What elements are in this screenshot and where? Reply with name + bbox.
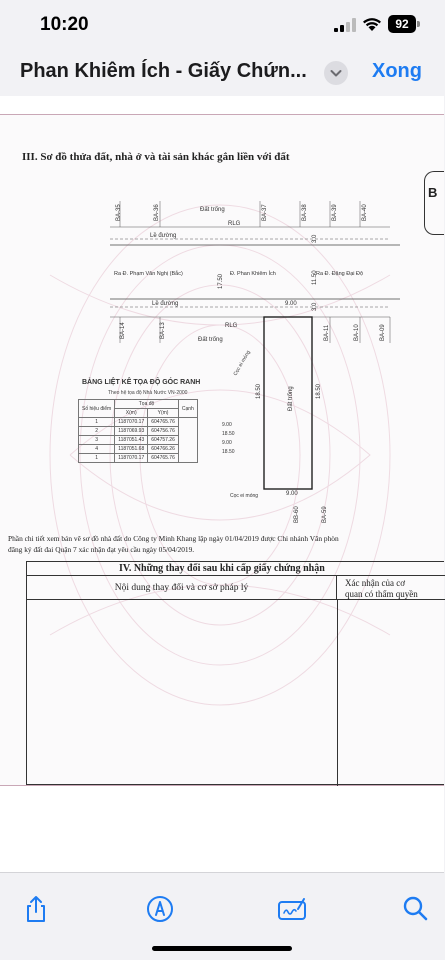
status-bar [0,0,444,50]
road-width-label: 11.50 [312,270,318,285]
footnote [8,533,444,555]
edge-length: 18.50 [222,449,235,455]
section-4-table [26,561,444,785]
section-3-title: III. Sơ đồ thửa đất, nhà ở và tài sản khác gắn liền với đất [22,151,290,163]
table-cell: 604765.76 [148,454,179,463]
top-lot-label: BA-35 [116,204,122,221]
left-width-label: 17.50 [218,273,224,289]
edge-lengths [222,421,235,457]
table-header: Số hiệu điểm [79,400,115,418]
bottom-lot-label: BA-09 [380,324,386,341]
table-cell: 4 [79,445,115,454]
share-icon[interactable] [20,893,52,925]
table-cell: 1 [79,418,115,427]
column-divider [337,600,338,786]
table-cell: 3 [79,436,115,445]
table-row [79,418,198,427]
table-cell: 1187051.68 [115,445,148,454]
table-cell: 604757.26 [148,436,179,445]
edge-length: 18.50 [222,431,235,437]
footnote-line: Phần chi tiết xem bản vẽ sơ đồ nhà đất do Công ty Minh Khang lập ngày 01/04/2019 được Chi nhánh Văn phòn [8,534,339,543]
rlg-top: RLG [228,221,241,227]
road-mid-label: Đ. Phan Khiêm Ích [230,271,276,277]
document-page [0,114,444,786]
edge-length: 9.00 [222,440,232,446]
table-cell: 1187070.17 [115,454,148,463]
lot-right-label: BA-59 [322,506,328,523]
coord-table-title: BẢNG LIỆT KÊ TỌA ĐỘ GÓC RANH [82,379,201,386]
top-lot-label: BA-40 [362,204,368,221]
battery-indicator: 92 [388,15,416,33]
table-cell: 604765.76 [148,418,179,427]
table-cell [178,418,197,463]
bottom-lot-label: BA-10 [354,324,360,341]
table-cell: 604756.76 [148,427,179,436]
signature-icon[interactable] [276,893,308,925]
rlg-bottom: RLG [225,323,238,329]
navigation-bar [0,50,444,96]
side-letter: B [428,185,438,200]
bottom-lot-label: BA-14 [120,322,126,339]
le-duong-label: Lề đường [150,233,177,239]
road-left-label: Ra Đ. Phạm Văn Nghị (Bắc) [114,271,183,277]
markup-icon[interactable] [144,893,176,925]
dat-trong-bottom: Đất trống [198,337,223,343]
clock: 10:20 [40,14,89,35]
section-4-column-content: Nội dung thay đổi và cơ sở pháp lý [27,576,337,600]
document-title[interactable]: Phan Khiêm Ích - Giấy Chứn... [20,60,307,82]
top-lot-label: BA-39 [332,204,338,221]
table-header: Tọa độ [115,400,179,409]
table-cell: 1 [79,454,115,463]
table-cell: 1187069.93 [115,427,148,436]
parcel-side-right: 18.50 [316,383,322,399]
coc-mong-label: Cọc ei móng [230,493,259,499]
table-cell: 1187070.17 [115,418,148,427]
le-duong-label: Lề đường [152,301,179,307]
section-4-column-confirmation [337,576,445,600]
table-cell: 2 [79,427,115,436]
bottom-lot-label: BA-13 [160,322,166,339]
road-right-label: Ra Đ. Đặng Đại Độ [316,271,364,277]
coordinate-table [78,399,198,463]
chevron-down-icon [324,61,348,85]
coord-table-subtitle: Theo hệ tọa độ Nhà Nước VN-2000 [108,390,188,396]
column-line: quan có thẩm quyền [345,589,418,599]
wifi-icon [362,16,382,32]
top-lot-label: BA-37 [262,204,268,221]
table-header: Cạnh [178,400,197,418]
edge-length: 9.00 [222,422,232,428]
bottom-lot-label: BA-11 [324,324,330,341]
dim-top-label: 9.00 [285,301,297,307]
dim-bottom-label: 9.00 [286,491,298,497]
table-cell: 1187051.43 [115,436,148,445]
cellular-signal-icon [334,18,356,32]
coc-mong-label: Cọc ei móng [232,349,252,377]
small-dim: 3.0 [312,302,318,311]
section-4-title: IV. Những thay đổi sau khi cấp giấy chứng nhận [27,562,445,576]
table-subheader: Y(m) [148,409,179,418]
document-viewer[interactable] [0,96,444,872]
table-cell: 604766.26 [148,445,179,454]
table-subheader: X(m) [115,409,148,418]
home-indicator[interactable] [152,946,292,951]
footnote-line: đăng ký đất đai Quận 7 xác nhận đạt yêu cầu ngày 05/04/2019. [8,545,195,554]
title-menu-button[interactable] [324,61,348,85]
battery-tip [417,21,420,27]
side-bracket [424,171,444,235]
column-line: Xác nhận của cơ [345,578,405,588]
top-lot-label: BA-38 [302,204,308,221]
search-icon[interactable] [400,893,432,925]
done-button[interactable]: Xong [372,60,422,82]
parcel-label: Đất trống [288,386,294,411]
parcel-side-left: 18.50 [256,383,262,399]
dat-trong-top: Đất trống [200,207,225,213]
small-dim: 3.0 [312,234,318,243]
lot-id-label: BB-60 [294,506,300,523]
top-lot-label: BA-36 [154,204,160,221]
